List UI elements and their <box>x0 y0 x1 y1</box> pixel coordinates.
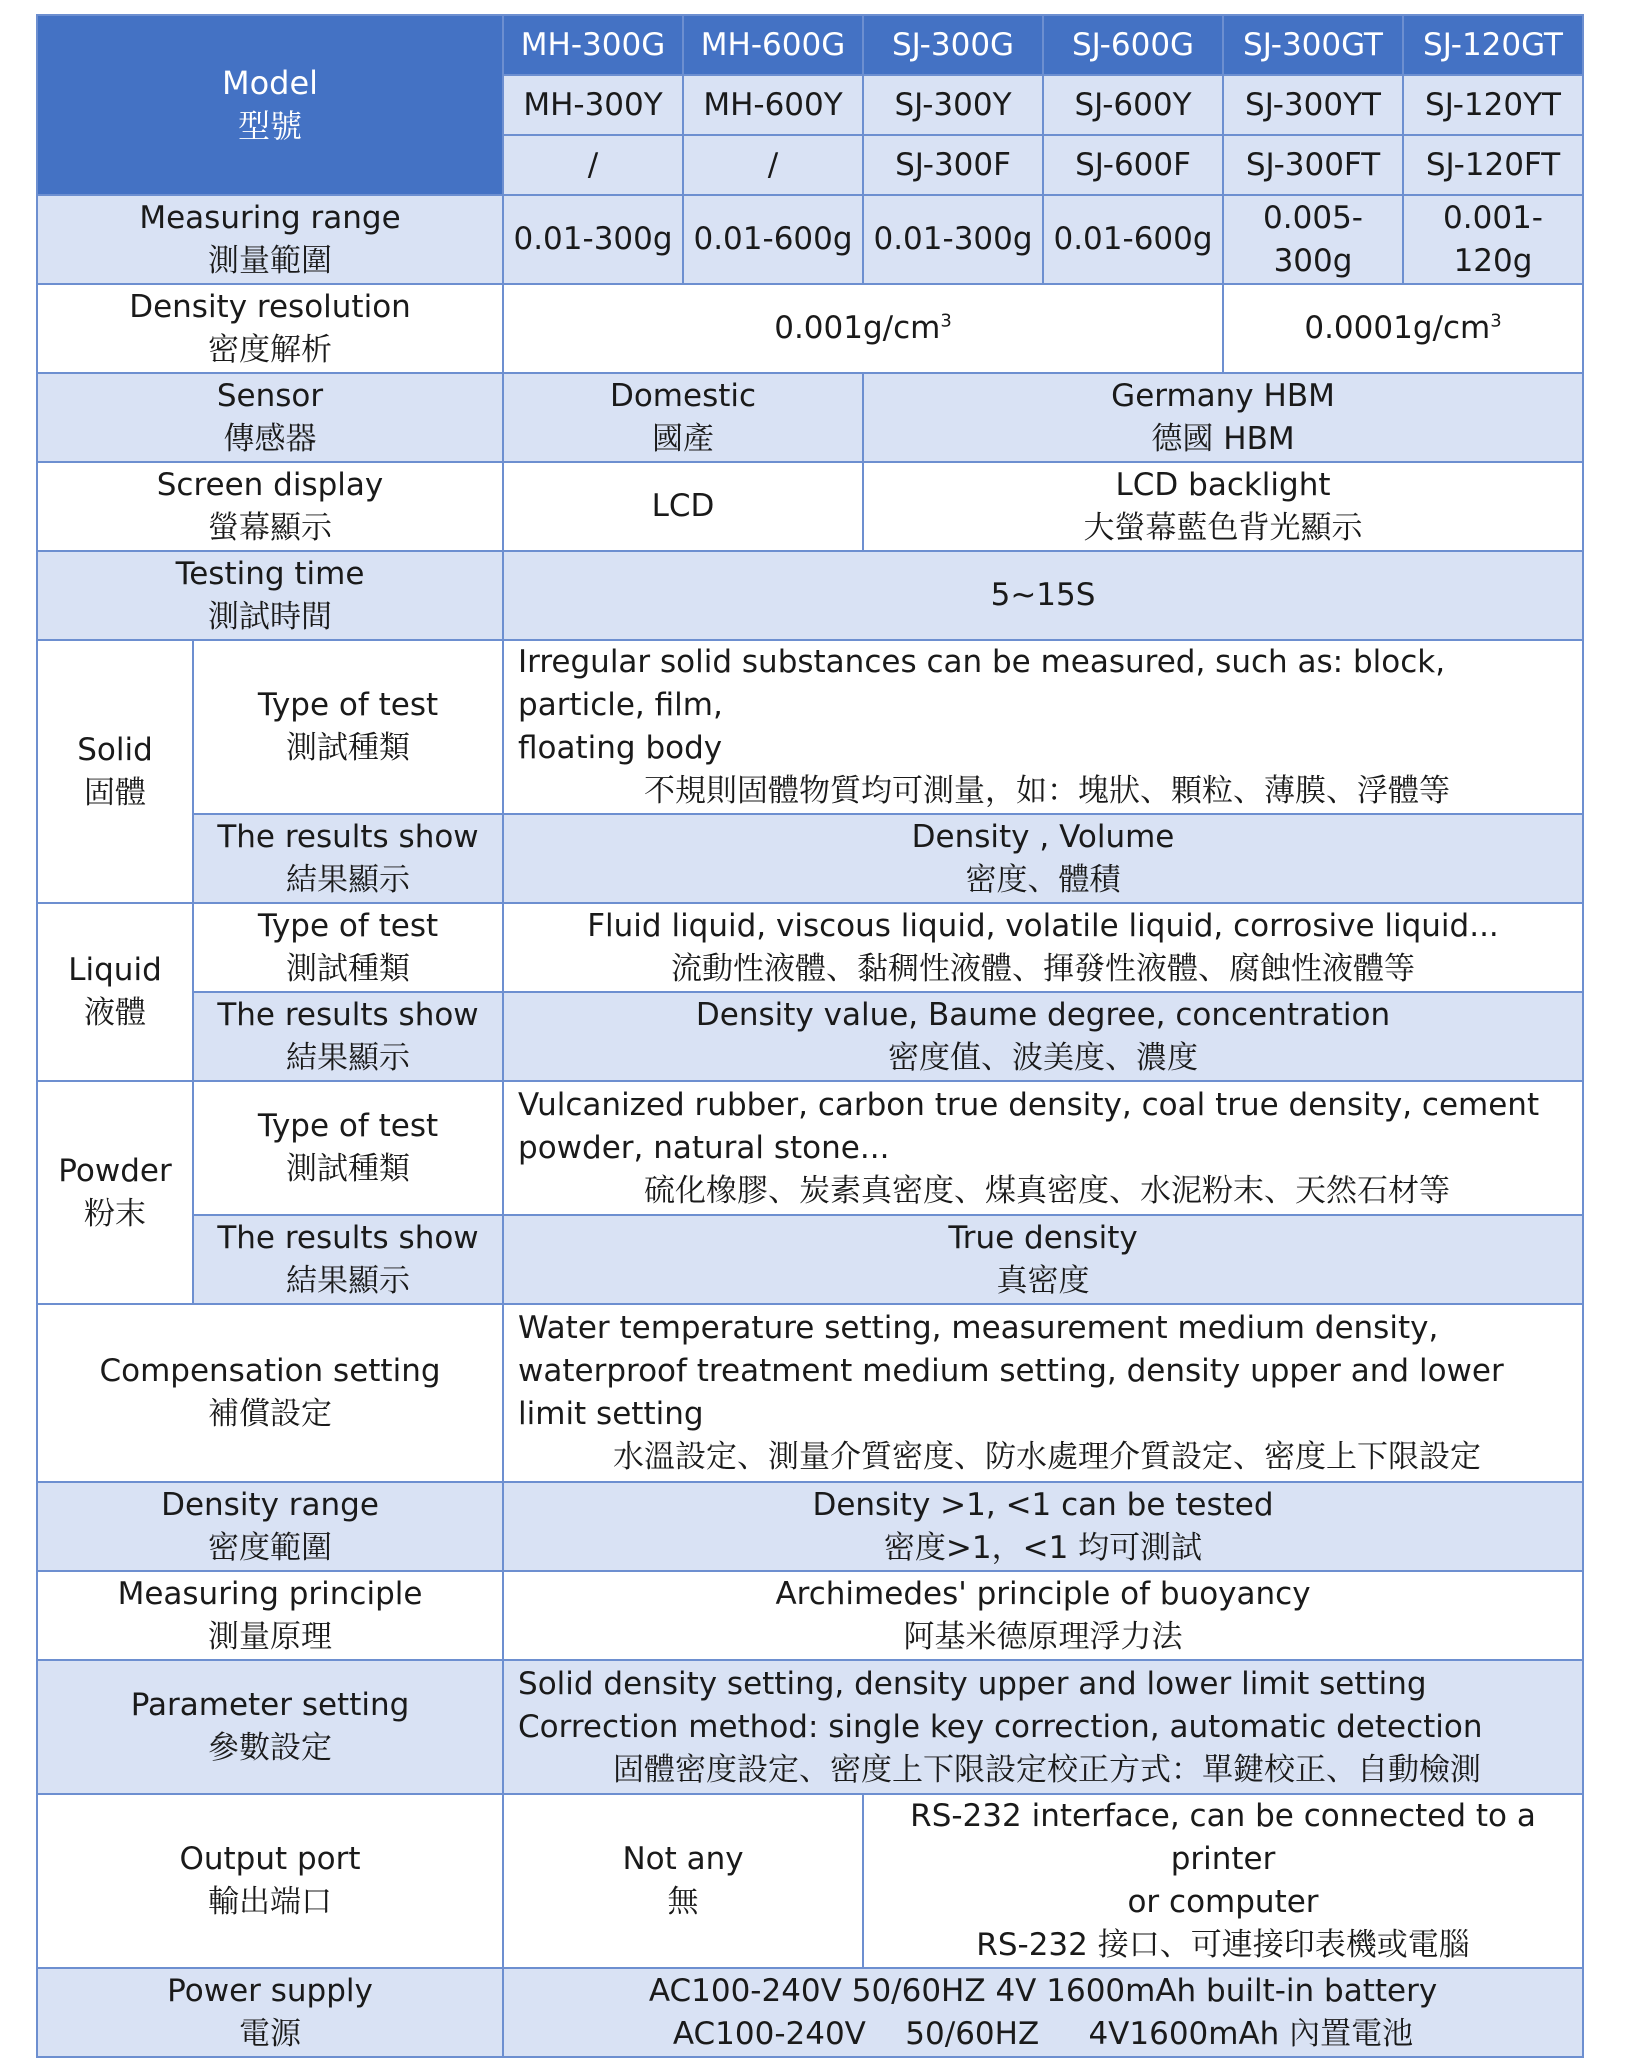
label-zh: 固體 <box>84 774 146 811</box>
measuring-range-label <box>37 195 503 284</box>
label-zh: 測試時間 <box>208 598 332 635</box>
range-cell: 0.01-300g <box>503 195 683 284</box>
model-cell: / <box>683 135 863 195</box>
power-supply-row <box>37 1968 1583 2057</box>
value-en: Density , Volume <box>911 818 1175 855</box>
label-zh: 輸出端口 <box>208 1884 332 1920</box>
solid-group-label <box>37 640 193 903</box>
solid-type-label <box>193 640 503 814</box>
model-label-zh: 型號 <box>238 107 303 145</box>
range-cell: 0.01-600g <box>683 195 863 284</box>
value-en: Irregular solid substances can be measured, such as: block, particle, film, <box>518 644 1446 723</box>
liquid-group-label <box>37 903 193 1081</box>
label-zh: 液體 <box>84 995 146 1031</box>
label-en: Parameter setting <box>130 1687 410 1723</box>
label-zh: 結果顯示 <box>286 1039 410 1076</box>
output-port-value-1 <box>503 1794 863 1968</box>
solid-type-value <box>503 640 1583 814</box>
powder-result-label <box>193 1215 503 1304</box>
powder-type-value <box>503 1081 1583 1215</box>
label-en: Output port <box>179 1841 361 1877</box>
measuring-principle-value <box>503 1571 1583 1660</box>
value-en: AC100-240V 50/60HZ 4V 1600mAh built-in battery <box>648 1972 1438 2009</box>
sensor-value-1 <box>503 373 863 462</box>
spec-table <box>36 14 1584 2058</box>
value-zh: 流動性液體、黏稠性液體、揮發性液體、腐蝕性液體等 <box>671 950 1416 987</box>
density-range-label <box>37 1482 503 1571</box>
powder-result-row <box>37 1215 1583 1304</box>
liquid-type-value <box>503 903 1583 992</box>
liquid-result-row <box>37 992 1583 1081</box>
power-supply-value <box>503 1968 1583 2057</box>
measuring-principle-label <box>37 1571 503 1660</box>
label-en: The results show <box>217 996 479 1033</box>
model-cell: / <box>503 135 683 195</box>
liquid-result-label <box>193 992 503 1081</box>
model-cell: MH-600Y <box>683 75 863 135</box>
label-zh: 結果顯示 <box>286 861 410 898</box>
label-zh: 螢幕顯示 <box>208 509 332 546</box>
model-cell: SJ-120YT <box>1403 75 1583 135</box>
model-cell: SJ-300Y <box>863 75 1043 135</box>
label-en: Power supply <box>167 1972 373 2009</box>
model-cell: SJ-120FT <box>1403 135 1583 195</box>
value-zh: 硫化橡膠、炭素真密度、煤真密度、水泥粉末、天然石材等 <box>644 1172 1451 1209</box>
label-en: Type of test <box>257 907 439 944</box>
value-en: or computer <box>1127 1884 1319 1920</box>
density-range-row <box>37 1482 1583 1571</box>
density-resolution-row <box>37 284 1583 373</box>
parameter-setting-label <box>37 1660 503 1794</box>
powder-result-value <box>503 1215 1583 1304</box>
model-cell: SJ-600G <box>1043 15 1223 75</box>
res-sup: 3 <box>940 310 952 332</box>
label-zh: 測量原理 <box>208 1618 332 1655</box>
model-cell: SJ-300FT <box>1223 135 1403 195</box>
value-zh: 德國 HBM <box>1151 420 1295 457</box>
label-en: Measuring range <box>139 199 401 236</box>
value-zh: RS-232 接口、可連接印表機或電腦 <box>976 1927 1470 1963</box>
range-cell: 0.005-300g <box>1223 195 1403 284</box>
model-cell: SJ-300G <box>863 15 1043 75</box>
label-en: Liquid <box>68 952 162 988</box>
liquid-type-row <box>37 903 1583 992</box>
model-cell: MH-600G <box>683 15 863 75</box>
testing-time-value: 5~15S <box>503 551 1583 640</box>
screen-display-label <box>37 462 503 551</box>
solid-result-value <box>503 814 1583 903</box>
sensor-value-2 <box>863 373 1583 462</box>
testing-time-label <box>37 551 503 640</box>
label-en: Screen display <box>156 466 384 503</box>
value-en: floating body <box>518 730 723 766</box>
value-en: True density <box>948 1219 1138 1256</box>
sensor-label <box>37 373 503 462</box>
powder-type-label <box>193 1081 503 1215</box>
model-cell: SJ-600F <box>1043 135 1223 195</box>
compensation-row <box>37 1304 1583 1482</box>
model-row-1 <box>37 15 1583 75</box>
value-zh: 不規則固體物質均可測量，如：塊狀、顆粒、薄膜、浮體等 <box>644 773 1451 809</box>
label-en: Type of test <box>257 1108 439 1144</box>
value-zh: 密度>1，<1 均可測試 <box>883 1529 1203 1566</box>
measuring-principle-row <box>37 1571 1583 1660</box>
label-zh: 密度範圍 <box>208 1529 332 1566</box>
solid-result-row <box>37 814 1583 903</box>
label-en: The results show <box>217 1219 479 1256</box>
value-zh: 無 <box>667 1884 699 1920</box>
value-en: Density >1, <1 can be tested <box>812 1486 1274 1523</box>
liquid-type-label <box>193 903 503 992</box>
solid-result-label <box>193 814 503 903</box>
density-resolution-label <box>37 284 503 373</box>
screen-display-value-2 <box>863 462 1583 551</box>
value-zh: 水溫設定、測量介質密度、防水處理介質設定、密度上下限設定 <box>613 1439 1482 1475</box>
value-en: powder, natural stone... <box>518 1129 890 1166</box>
model-label-en: Model <box>221 64 319 102</box>
value-en: limit setting <box>518 1396 704 1432</box>
density-range-value <box>503 1482 1583 1571</box>
parameter-setting-value <box>503 1660 1583 1794</box>
measuring-range-row <box>37 195 1583 284</box>
screen-display-value-1: LCD <box>503 462 863 551</box>
value-en: Archimedes' principle of buoyancy <box>775 1575 1311 1612</box>
res-base: 0.0001g/cm <box>1304 310 1491 346</box>
label-en: Measuring principle <box>117 1575 423 1612</box>
model-cell: SJ-300F <box>863 135 1043 195</box>
label-en: Sensor <box>216 377 324 414</box>
model-cell: SJ-600Y <box>1043 75 1223 135</box>
model-header-cell <box>37 15 503 195</box>
value-en: Germany HBM <box>1111 377 1335 414</box>
res-base: 0.001g/cm <box>774 310 941 346</box>
model-cell: SJ-300YT <box>1223 75 1403 135</box>
output-port-label <box>37 1794 503 1968</box>
value-en: waterproof treatment medium setting, density upper and lower <box>518 1353 1504 1389</box>
label-zh: 參數設定 <box>208 1730 332 1766</box>
powder-group-label <box>37 1081 193 1304</box>
label-zh: 補償設定 <box>208 1396 332 1432</box>
parameter-setting-row <box>37 1660 1583 1794</box>
value-zh: 固體密度設定、密度上下限設定校正方式：單鍵校正、自動檢測 <box>613 1751 1482 1788</box>
model-cell: SJ-300GT <box>1223 15 1403 75</box>
power-supply-label <box>37 1968 503 2057</box>
label-zh: 密度解析 <box>208 331 332 368</box>
output-port-row <box>37 1794 1583 1968</box>
solid-type-row <box>37 640 1583 814</box>
label-en: Type of test <box>257 687 439 723</box>
value-en: LCD backlight <box>1115 466 1331 503</box>
label-en: The results show <box>217 818 479 855</box>
screen-display-row <box>37 462 1583 551</box>
value-en: Density value, Baume degree, concentration <box>695 996 1391 1033</box>
density-resolution-value-2 <box>1223 284 1583 373</box>
testing-time-row <box>37 551 1583 640</box>
label-zh: 測試種類 <box>286 1151 410 1187</box>
value-en: Solid density setting, density upper and lower limit setting <box>518 1665 1427 1702</box>
sensor-row <box>37 373 1583 462</box>
density-resolution-value-1 <box>503 284 1223 373</box>
range-cell: 0.01-600g <box>1043 195 1223 284</box>
res-sup: 3 <box>1490 310 1502 332</box>
model-cell: MH-300G <box>503 15 683 75</box>
value-en: Not any <box>622 1841 744 1877</box>
output-port-value-2 <box>863 1794 1583 1968</box>
value-zh: 國產 <box>652 420 715 457</box>
compensation-label <box>37 1304 503 1482</box>
value-en: Correction method: single key correction, automatic detection <box>518 1708 1483 1745</box>
label-zh: 測量範圍 <box>208 242 332 279</box>
label-en: Solid <box>77 731 153 768</box>
range-cell: 0.001-120g <box>1403 195 1583 284</box>
powder-type-row <box>37 1081 1583 1215</box>
value-zh: 密度、體積 <box>965 861 1121 898</box>
model-cell: SJ-120GT <box>1403 15 1583 75</box>
model-cell: MH-300Y <box>503 75 683 135</box>
value-en: RS-232 interface, can be connected to a printer <box>910 1798 1536 1877</box>
value-zh: 阿基米德原理浮力法 <box>903 1618 1183 1655</box>
label-en: Density range <box>161 1486 379 1523</box>
label-zh: 粉末 <box>84 1195 146 1232</box>
value-en: Domestic <box>609 377 757 414</box>
label-zh: 測試種類 <box>286 950 410 987</box>
value-en: Vulcanized rubber, carbon true density, coal true density, cement <box>518 1086 1540 1123</box>
label-zh: 測試種類 <box>286 730 410 766</box>
label-zh: 傳感器 <box>223 420 317 457</box>
range-cell: 0.01-300g <box>863 195 1043 284</box>
label-zh: 結果顯示 <box>286 1262 410 1299</box>
value-en: Fluid liquid, viscous liquid, volatile liquid, corrosive liquid... <box>587 907 1499 944</box>
label-en: Powder <box>58 1152 172 1189</box>
label-en: Testing time <box>175 555 365 592</box>
label-zh: 電源 <box>239 2015 301 2052</box>
value-zh: AC100-240V 50/60HZ 4V1600mAh 內置電池 <box>672 2015 1414 2052</box>
value-zh: 真密度 <box>996 1262 1090 1299</box>
label-en: Compensation setting <box>99 1353 441 1389</box>
value-zh: 大螢幕藍色背光顯示 <box>1083 509 1363 546</box>
liquid-result-value <box>503 992 1583 1081</box>
label-en: Density resolution <box>129 288 411 325</box>
value-zh: 密度值、波美度、濃度 <box>888 1039 1199 1076</box>
value-en: Water temperature setting, measurement medium density, <box>518 1310 1439 1346</box>
compensation-value <box>503 1304 1583 1482</box>
